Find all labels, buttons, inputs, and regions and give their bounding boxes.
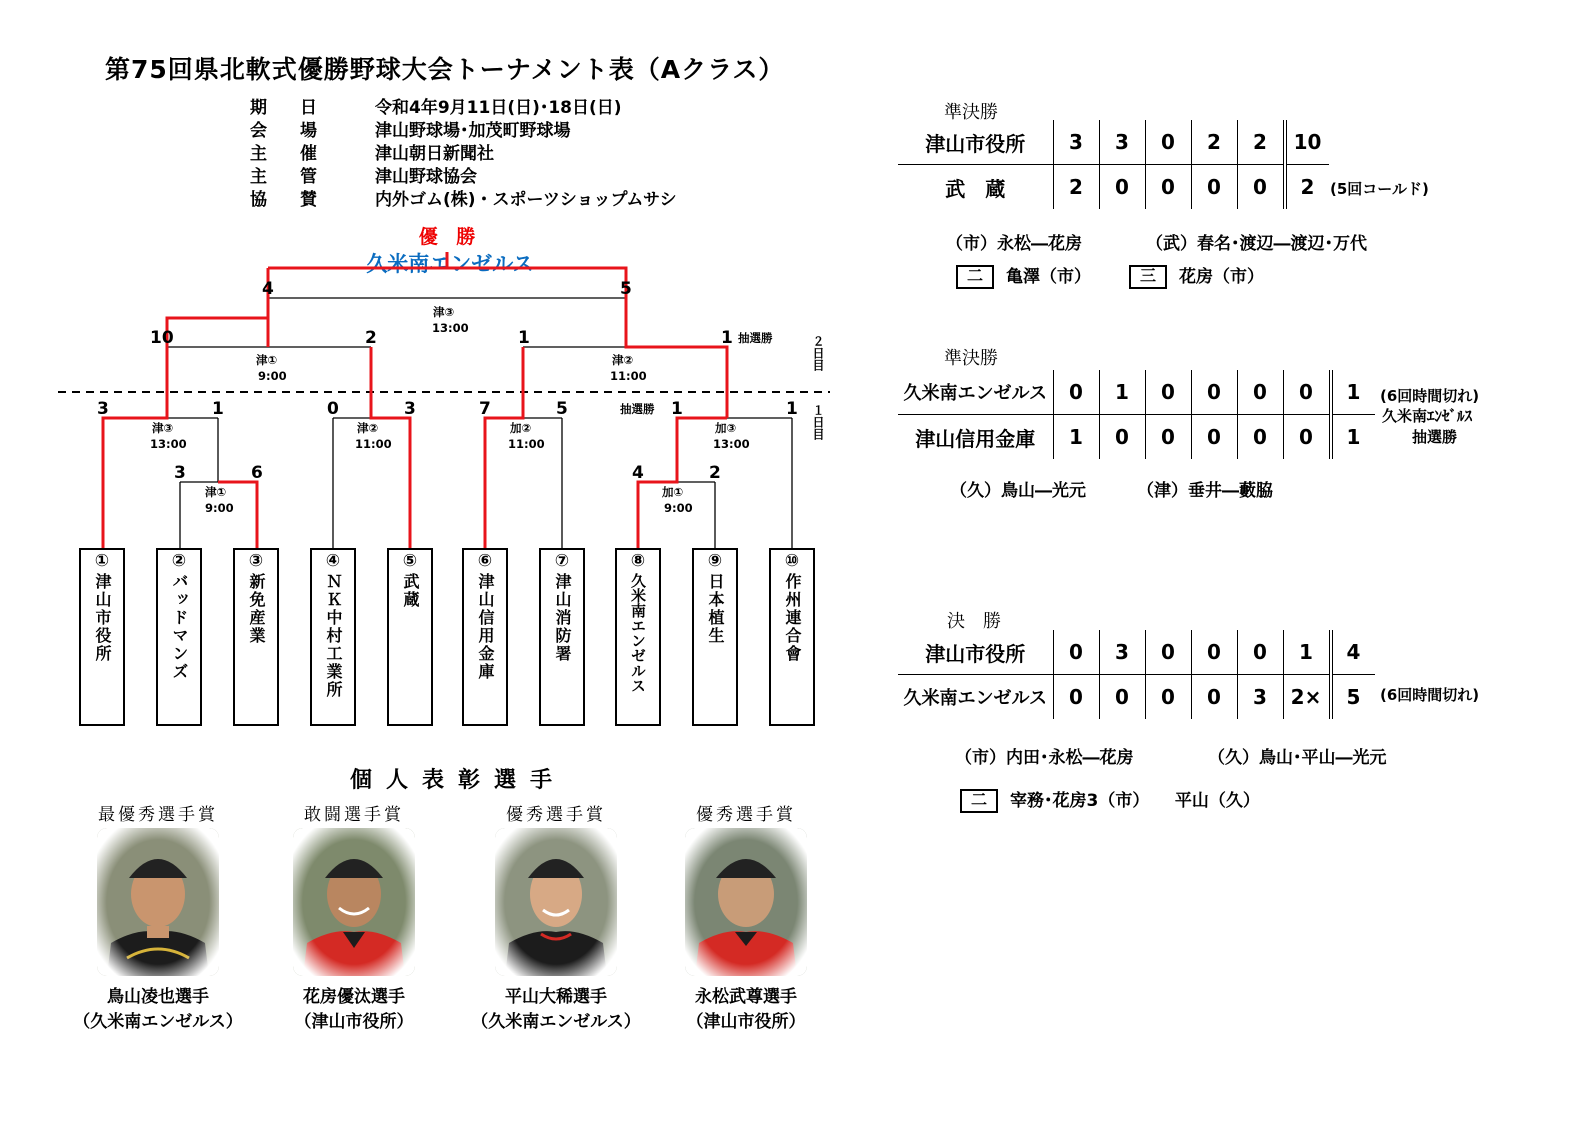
lottery-label: 抽選勝 [738, 331, 773, 345]
battery: （久）鳥山･平山―光元 [1208, 748, 1387, 768]
game-label: 準決勝 [944, 348, 998, 369]
player-photo [97, 828, 219, 976]
team-box-6: ⑥ 津山信用金庫 [462, 548, 508, 726]
total-score: 1 [1331, 370, 1375, 415]
award-name: 優秀選手賞 [506, 805, 606, 825]
venue: 加② [510, 421, 532, 435]
award-name: 優秀選手賞 [696, 805, 796, 825]
venue: 津③ [433, 305, 455, 319]
info-row-date: 期 日 令和4年9月11日(日)･18日(日) [250, 98, 622, 118]
score: 10 [150, 328, 174, 348]
player-team: （津山市役所） [294, 1012, 414, 1032]
player-team: （久米南エンゼルス） [471, 1012, 641, 1032]
player-name: 花房優汰選手 [303, 987, 405, 1007]
info-row-organizer: 主 管 津山野球協会 [250, 167, 477, 187]
extra-base-hit: 二 亀澤（市） [956, 262, 1091, 289]
champion-label: 優 勝 [418, 226, 482, 248]
awards-title: 個人表彰選手 [350, 767, 567, 793]
team-name: 久米南エンゼルス [903, 688, 1047, 709]
score: 0 [327, 399, 339, 419]
score: 1 [212, 399, 224, 419]
award-card [461, 800, 651, 1032]
game-note: 久米南ｴﾝｾﾞﾙｽ [1382, 407, 1473, 425]
day1-label: １日目 [811, 404, 825, 440]
time: 9:00 [205, 501, 234, 515]
score: 5 [556, 399, 568, 419]
scoreboard [898, 630, 1375, 719]
info-row-host: 主 催 津山朝日新聞社 [250, 144, 494, 164]
inning-score: 0 [1145, 120, 1191, 165]
score: 6 [251, 463, 263, 483]
inning-score: 0 [1099, 675, 1145, 720]
game-note: 抽選勝 [1412, 428, 1458, 446]
inning-score: 1 [1053, 415, 1099, 460]
inning-score: 2 [1191, 120, 1237, 165]
inning-score: 3 [1053, 120, 1099, 165]
inning-score: 1 [1099, 370, 1145, 415]
score: 7 [479, 399, 491, 419]
time: 13:00 [150, 437, 187, 451]
inning-score: 0 [1237, 415, 1283, 460]
team-box-10: ⑩ 作州連合會 [769, 548, 815, 726]
time: 9:00 [258, 369, 287, 383]
inning-score: 0 [1145, 630, 1191, 675]
venue: 加③ [715, 421, 737, 435]
battery: （久）鳥山―光元 [950, 481, 1086, 501]
score: 1 [518, 328, 530, 348]
inning-score: 0 [1145, 675, 1191, 720]
game-label: 準決勝 [944, 102, 998, 123]
inning-score: 0 [1283, 415, 1331, 460]
team-box-4: ④ ＮＫ中村工業所 [310, 548, 356, 726]
award-card [63, 800, 253, 1032]
score: 3 [404, 399, 416, 419]
venue: 津② [357, 421, 379, 435]
game-note: (5回コールド) [1330, 180, 1429, 198]
page-title: 第75回県北軟式優勝野球大会トーナメント表（Aクラス） [105, 55, 785, 84]
total-score: 1 [1331, 415, 1375, 460]
tournament-bracket [0, 0, 840, 560]
double-mark: 二 [960, 789, 998, 813]
battery: （津）垂井―藪脇 [1137, 481, 1273, 501]
score: 4 [262, 279, 274, 299]
team-box-8: ⑧ 久米南エンゼルス [615, 548, 661, 726]
time: 9:00 [664, 501, 693, 515]
venue: 加① [662, 485, 684, 499]
champion-name: 久米南エンゼルス [366, 252, 534, 276]
award-name: 最優秀選手賞 [98, 805, 218, 825]
inning-score: 2 [1237, 120, 1285, 165]
total-score: 5 [1331, 675, 1375, 720]
scoreboard [898, 370, 1375, 459]
total-score: 2 [1285, 165, 1329, 210]
team-name: 津山市役所 [898, 630, 1053, 675]
player-name: 鳥山凌也選手 [107, 987, 209, 1007]
team-box-7: ⑦ 津山消防署 [539, 548, 585, 726]
score: 5 [620, 279, 632, 299]
venue: 津① [205, 485, 227, 499]
inning-score: 3 [1099, 120, 1145, 165]
score: 1 [721, 328, 733, 348]
inning-score: 0 [1237, 165, 1285, 210]
battery: （市）内田･永松―花房 [955, 748, 1134, 768]
inning-score: 0 [1191, 675, 1237, 720]
triple-mark: 三 [1129, 265, 1167, 289]
inning-score: 0 [1053, 370, 1099, 415]
score: 1 [671, 399, 683, 419]
time: 11:00 [355, 437, 392, 451]
inning-score: 0 [1237, 370, 1283, 415]
day2-label: ２日目 [811, 335, 825, 371]
info-row-venue: 会 場 津山野球場･加茂町野球場 [250, 121, 571, 141]
team-box-5: ⑤ 武蔵 [387, 548, 433, 726]
inning-score: 0 [1191, 370, 1237, 415]
team-box-3: ③ 新免産業 [233, 548, 279, 726]
game-note: (6回時間切れ) [1380, 686, 1480, 704]
team-box-2: ② バッドマンズ [156, 548, 202, 726]
battery: （武）春名･渡辺―渡辺･万代 [1146, 234, 1367, 254]
award-name: 敢闘選手賞 [304, 805, 404, 825]
venue: 津② [612, 353, 634, 367]
time: 13:00 [432, 321, 469, 335]
team-name: 津山市役所 [898, 120, 1053, 165]
award-card [259, 800, 449, 1032]
inning-score: 0 [1191, 630, 1237, 675]
inning-score: 3 [1237, 675, 1283, 720]
player-name: 平山大稀選手 [505, 987, 607, 1007]
time: 11:00 [610, 369, 647, 383]
battery: （市）永松―花房 [946, 234, 1082, 254]
inning-score: 1 [1283, 630, 1331, 675]
time: 13:00 [713, 437, 750, 451]
player-team: （津山市役所） [686, 1012, 806, 1032]
score: 2 [709, 463, 721, 483]
inning-score: 0 [1283, 370, 1331, 415]
score: 1 [786, 399, 798, 419]
venue: 津③ [152, 421, 174, 435]
inning-score: 0 [1145, 370, 1191, 415]
scoreboard [898, 120, 1329, 209]
team-name: 津山信用金庫 [915, 426, 1036, 451]
inning-score: 0 [1053, 630, 1099, 675]
score: 4 [632, 463, 644, 483]
total-score: 4 [1331, 630, 1375, 675]
info-row-sponsor: 協 賛 内外ゴム(株)・スポーツショップムサシ [250, 190, 677, 210]
team-name: 武 蔵 [945, 176, 1006, 201]
player-name: 永松武尊選手 [695, 987, 797, 1007]
inning-score: 2× [1283, 675, 1331, 720]
lottery-label: 抽選勝 [620, 402, 655, 416]
inning-score: 0 [1145, 415, 1191, 460]
team-box-9: ⑨ 日本植生 [692, 548, 738, 726]
game-note: (6回時間切れ) [1380, 387, 1480, 405]
team-name: 久米南エンゼルス [898, 370, 1053, 415]
inning-score: 0 [1237, 630, 1283, 675]
team-box-1: ① 津山市役所 [79, 548, 125, 726]
score: 2 [365, 328, 377, 348]
player-photo [293, 828, 415, 976]
inning-score: 0 [1099, 165, 1145, 210]
inning-score: 0 [1145, 165, 1191, 210]
inning-score: 2 [1053, 165, 1099, 210]
award-card [651, 800, 841, 1032]
game-label: 決 勝 [947, 611, 1001, 632]
time: 11:00 [508, 437, 545, 451]
player-photo [495, 828, 617, 976]
venue: 津① [256, 353, 278, 367]
score: 3 [174, 463, 186, 483]
player-photo [685, 828, 807, 976]
inning-score: 0 [1053, 675, 1099, 720]
inning-score: 0 [1191, 415, 1237, 460]
player-team: （久米南エンゼルス） [73, 1012, 243, 1032]
bracket-text [97, 279, 798, 515]
inning-score: 0 [1191, 165, 1237, 210]
double-mark: 二 [956, 265, 994, 289]
inning-score: 3 [1099, 630, 1145, 675]
inning-score: 0 [1099, 415, 1145, 460]
extra-base-hit: 二 宰務･花房3（市） 平山（久） [960, 786, 1260, 813]
total-score: 10 [1285, 120, 1329, 165]
extra-base-hit: 三 花房（市） [1129, 262, 1264, 289]
score: 3 [97, 399, 109, 419]
